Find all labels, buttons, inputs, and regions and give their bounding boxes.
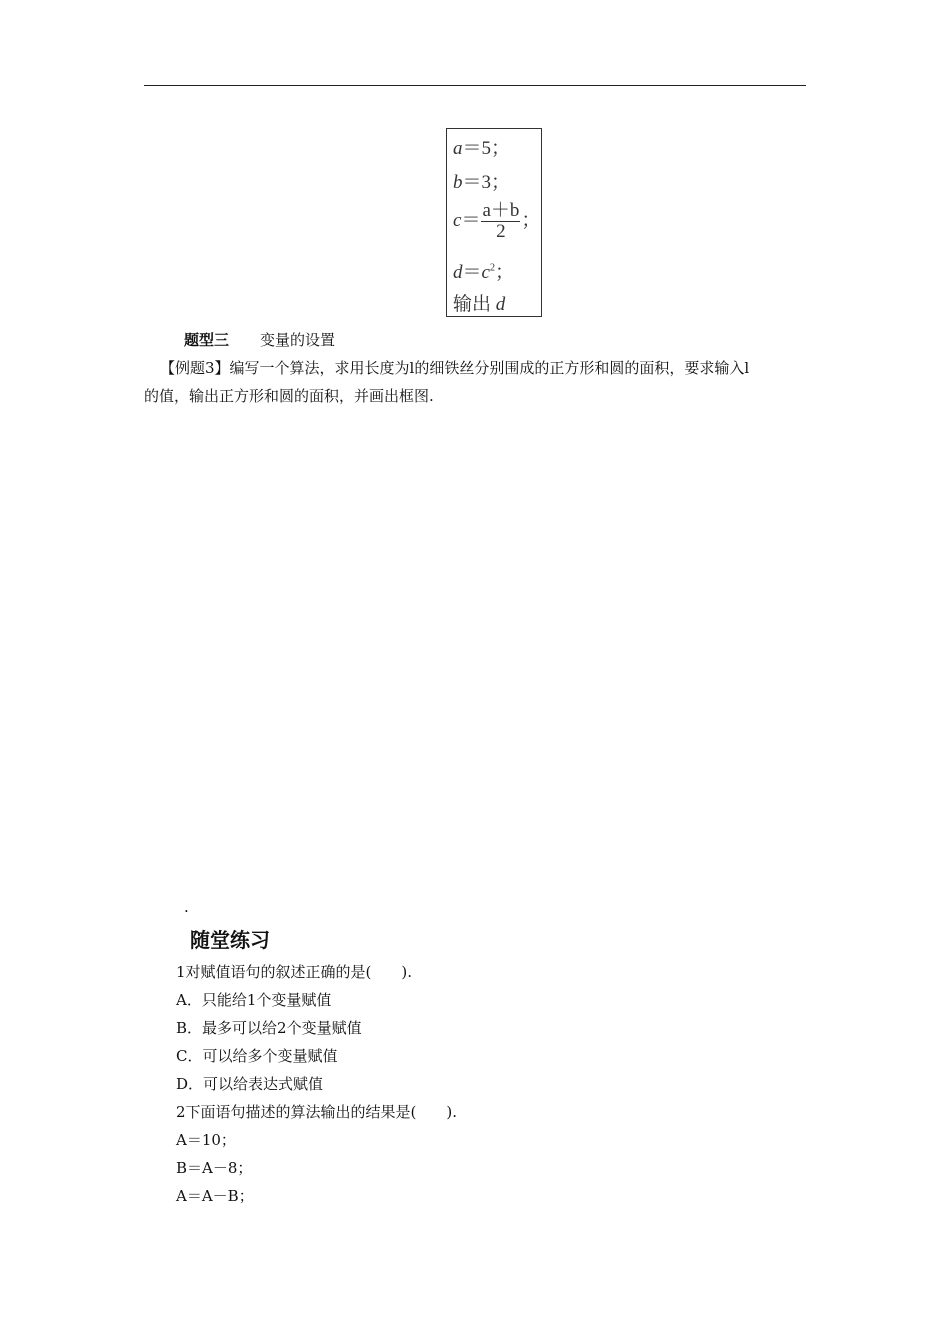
code-line-output: 输出 d [453, 294, 506, 315]
header-rule [144, 85, 806, 86]
example-line-1: 【例题3】编写一个算法，求用长度为l的细铁丝分别围成的正方形和圆的面积，要求输入l [160, 359, 750, 377]
stray-dot: . [184, 898, 189, 916]
fraction: $\frac{a+b}{2}$ [482, 200, 520, 242]
code-line-b: b＝3； [453, 172, 511, 193]
question-2: 2下面语句描述的算法输出的结果是( ). [176, 1103, 458, 1121]
q2-code-line-1: A＝10； [176, 1131, 236, 1149]
q1-option-a: A．只能给1个变量赋值 [176, 991, 332, 1009]
q1-option-d: D．可以给表达式赋值 [176, 1075, 324, 1093]
q2-code-line-2: B＝A－8； [176, 1159, 253, 1177]
code-line-a: a＝5； [453, 138, 511, 159]
question-1: 1对赋值语句的叙述正确的是( ). [176, 963, 413, 981]
algorithm-code-box [446, 128, 542, 317]
section-subtitle: 变量的设置 [260, 331, 336, 349]
section-title: 题型三 [184, 331, 230, 349]
practice-heading: 随堂练习 [190, 928, 270, 952]
q1-option-b: B．最多可以给2个变量赋值 [176, 1019, 362, 1037]
q2-code-line-3: A＝A－B； [176, 1187, 254, 1205]
code-line-c: c＝ $\frac{a+b}{2}$ ； [453, 200, 541, 242]
example-line-2: 的值，输出正方形和圆的面积，并画出框图. [144, 387, 434, 405]
code-line-d: $d=c^2$； [453, 262, 514, 283]
q1-option-c: C．可以给多个变量赋值 [176, 1047, 338, 1065]
